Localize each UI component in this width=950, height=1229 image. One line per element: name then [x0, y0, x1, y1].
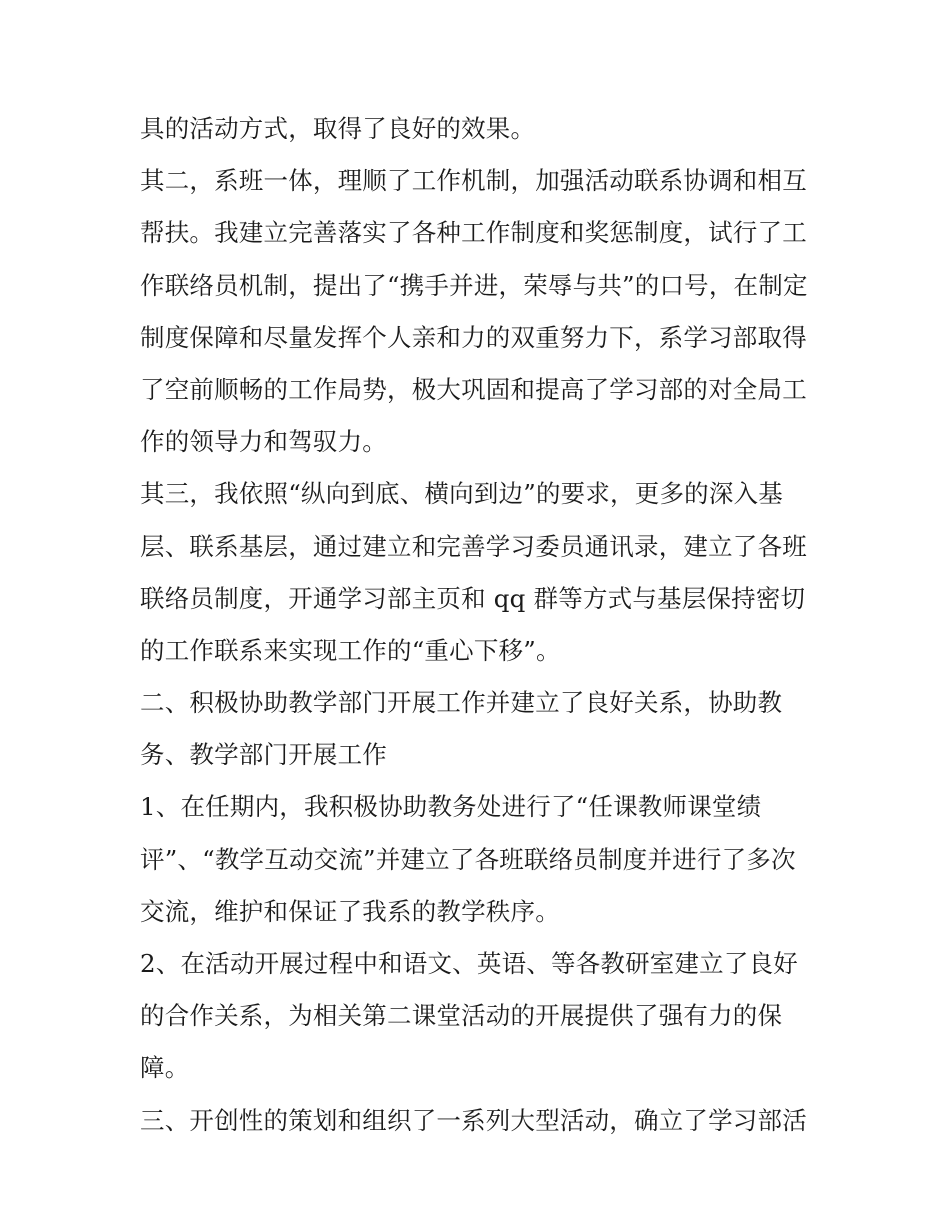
text-line: 三、开创性的策划和组织了一系列大型活动，确立了学习部活	[140, 1105, 807, 1135]
text-line: 障。	[140, 1053, 190, 1083]
text-line: 制度保障和尽量发挥个人亲和力的双重努力下，系学习部取得	[140, 322, 807, 352]
text-line: 帮扶。我建立完善落实了各种工作制度和奖惩制度，试行了工	[140, 218, 807, 248]
text-line: 层、联系基层，通过建立和完善学习委员通讯录，建立了各班	[140, 531, 807, 561]
text-line: 交流，维护和保证了我系的教学秩序。	[140, 896, 560, 926]
text-line: 1、在任期内，我积极协助教务处进行了“任课教师课堂绩	[140, 792, 762, 822]
text-line: 其三，我依照“纵向到底、横向到边”的要求，更多的深入基	[140, 479, 783, 509]
text-line: 作的领导力和驾驭力。	[140, 427, 387, 457]
text-line: 具的活动方式，取得了良好的效果。	[140, 114, 536, 143]
text-line: 的工作联系来实现工作的“重心下移”。	[140, 635, 561, 665]
text-line: 的合作关系，为相关第二课堂活动的开展提供了强有力的保	[140, 1001, 783, 1031]
text-line: 2、在活动开展过程中和语文、英语、等各教研室建立了良好	[140, 949, 798, 978]
text-line: 务、教学部门开展工作	[140, 740, 387, 770]
body-text	[140, 106, 820, 1150]
text-line: 作联络员机制，提出了“携手并进，荣辱与共”的口号，在制定	[140, 270, 808, 300]
text-line: 联络员制度，开通学习部主页和 qq 群等方式与基层保持密切	[140, 583, 806, 613]
text-line: 二、积极协助教学部门开展工作并建立了良好关系，协助教	[140, 688, 783, 718]
text-line: 了空前顺畅的工作局势，极大巩固和提高了学习部的对全局工	[140, 374, 807, 404]
text-line: 其二，系班一体，理顺了工作机制，加强活动联系协调和相互	[140, 166, 807, 196]
text-line: 评”、“教学互动交流”并建立了各班联络员制度并进行了多次	[140, 844, 796, 874]
